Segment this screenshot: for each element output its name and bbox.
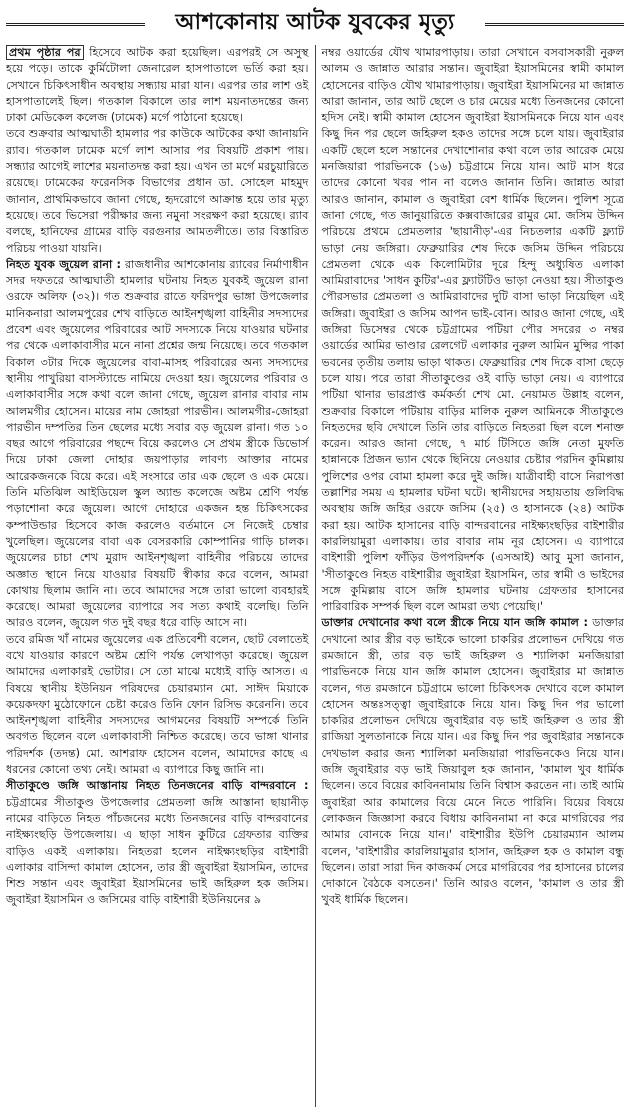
- paragraph-text: রাজধানীর আশকোনায় র‍্যাবের নির্মাণাধীন সদর দফতরে আত্মঘাতী হামলার ঘটনায় নিহত যুবকই জুয়েল রানা ওরফে অলিফ (৩২)। গত শুক্রবার রাতে ফরিদপুর ভাঙ্গা উপজেলার মানিকনারা আলমপুরের শেখ বাড়িতে আইনশৃঙ্খলা বাহিনীর সদস্যদের প্রবেশ এবং জুয়েলের পরিবারের আট সদস্যকে নিয়ে যাওয়ার ঘটনার পর থেকে এলাকাবাসীর মনে নানা প্রশ্নের জন্ম নিয়েছে। তবে গতকাল বিকাল ৩টার দিকে জুয়েলের বাবা-মাসহ পরিবারের অন্য সদস্যদের স্থানীয় পাখুরিয়া বাসস্ট্যান্ডে নামিয়ে দেওয়া হয়। জুয়েলের পরিবার ও এলাকাবাসীর সঙ্গে কথা বলে জানা গেছে, জুয়েল রানার বাবার নাম আলমগীর হোসেন। মায়ের নাম জোহরা পারভীন। আলমগীর-জোহরা পারভীন দম্পতির তিন ছেলের মধ্যে সবার বড় জুয়েল রানা। গত ১০ বছর আগে পরিবারের পছন্দে বিয়ে করলেও সে প্রথম স্ত্রীকে ডিভোর্স দিয়ে ঢাকা জেলা দোহার জয়পাড়ার লাবণ্য আক্তার নামের আরেকজনকে বিয়ে করে। এই সংসারে তার এক ছেলে ও এক মেয়ে। তিনি মতিঝিল আইডিয়েল স্কুল অ্যান্ড কলেজে অষ্টম শ্রেণি পর্যন্ত পড়াশোনা করে জুয়েল। আগে দোহারে একজন হন্ত চিকিৎসকের কম্পাউন্ডার হিসেবে কাজ করলেও বর্তমানে সে নিজেই চেম্বার খুলেছিল। জুয়েলের বাবা এক বেসরকারি কোম্পানির গাড়ি চালক। জুয়েলের চাচা শেখ মুরাদ আইনশৃঙ্খলা বাহিনীর পরিচয়ে তাদের অজ্ঞাত স্থানে নিয়ে যাওয়ার বিষয়টি স্বীকার করে বলেন, আমরা কোথায় ছিলাম জানি না। তবে আমাদের সঙ্গে তারা ভালো ব্যবহারই করেছে। আমরা জুয়েলের ব্যাপারে সব সত্য কথাই বলেছি। তিনি আরও বলেন, জুয়েল গত দুই বছর ধরে বাড়ি আসে না।: [6, 257, 309, 630]
- paragraph: তবে শুক্রবার আত্মঘাতী হামলার পর কাউকে আটকের কথা জানায়নি র‍্যাব। গতকাল ঢামেক মর্গে লাশ আসার পর বিষয়টি প্রকাশ পায়। সন্ধ্যার আগেই লাশের ময়নাতদন্ত করা হয়। এখন তা মর্গে মরচুয়ারিতে রয়েছে। ঢামেকের ফরেনসিক বিভাগের প্রধান ডা. সোহেল মাহমুদ জানান, প্রাথমিকভাবে জানা গেছে, হৃদরোগে আক্রান্ত হয়ে তার মৃত্যু হয়েছে। তবে ভিসেরা পরীক্ষার জন্য নমুনা সংরক্ষণ করা হয়েছে। র‍্যাব বলছে, হানিফের গ্রামের বাড়ি বরগুনার আমতলীতে। তার বিস্তারিত পরিচয় পাওয়া যায়নি।: [6, 127, 309, 255]
- subheading: সীতাকুণ্ডে জঙ্গি আস্তানায় নিহত তিনজনের বাড়ি বান্দরবানে :: [6, 779, 309, 793]
- headline-bar: [6, 6, 624, 42]
- column-divider: [315, 45, 316, 1107]
- paragraph: [6, 257, 309, 632]
- article-columns: [6, 45, 624, 1107]
- subheading: নিহত যুবক জুয়েল রানা :: [6, 257, 121, 271]
- paragraph-text: হিসেবে আটক করা হয়েছিল। এরপরই সে অসুস্থ হয়ে পড়ে। তাকে কুর্মিটোলা জেনারেল হাসপাতালে ভর্তি করা হয়। সেখানে চিকিৎসাধীন অবস্থায় সন্ধ্যায় মারা যান। এরপর তার লাশ ওই হাসপাতালেই ছিল। গতকাল বিকালে তার লাশ ময়নাতদন্তের জন্য ঢাকা মেডিকেল কলেজ (ঢামেক) মর্গে পাঠানো হয়েছে।: [6, 46, 309, 125]
- paragraph-text: চট্টগ্রামের সীতাকুণ্ড উপজেলার প্রেমতলা জঙ্গি আস্তানা ছায়ানীড় নামের বাড়িতে নিহত পাঁচজনের মধ্যে তিনজনের বাড়ি বান্দরবানের নাইক্ষ্যংছড়ি উপজেলায়। এ ছাড়া সাধন কুটিরে গ্রেফতার ব্যক্তির বাড়িও একই এলাকায়। নিহতরা হলেন নাইক্ষ্যংছড়ির বাইশারী এলাকার বাসিন্দা কামাল হোসেন, তার স্ত্রী জুবাইরা ইয়াসমিন, তাদের শিশু সন্তান এবং জুবাইরা ইয়াসমিনের ভাই জহিরুল হক জসিম। জুবাইরা ইয়াসমিন ও জসিমের বাড়ি বাইশারী ইউনিয়নের ৯: [6, 795, 309, 907]
- paragraph: [6, 778, 309, 908]
- paragraph: [321, 615, 624, 908]
- paragraph: নম্বর ওয়ার্ডের যৌথ খামারপাড়ায়। তারা সেখানে বসবাসকারী নুরুল আলম ও জান্নাত আরার সন্তান। জুবাইরা ইয়াসমিনের স্বামী কামাল হোসেনের বাড়িও যৌথ খামারপাড়ায়। জুবাইরা ইয়াসমিনের মা জান্নাত আরা জানান, তার আট ছেলে ও চার মেয়ের মধ্যে তিনজনের কোনো হদিস নেই। স্বামী কামাল হোসেন জুবাইরা ইয়াসমিনকে নিয়ে যান এবং কিছু দিন পর ছেলে জহিরুল হকও তাদের সঙ্গে চলে যায়। জুবাইরার একটি ছেলে হলে সন্তানের দেখাশোনার কথা বলে তার আরেক মেয়ে মনজিয়ারা পারভিনকে (১৬) চট্টগ্রামে নিয়ে যান। আট মাস ধরে তাদের কোনো খবর পান না বলেও জানান তিনি। জান্নাত আরা আরও জানান, কামাল ও জুবাইরা বেশ ধার্মিক ছিলেন। পুলিশ সূত্রে জানা গেছে, গত জানুয়ারিতে কক্সবাজারের রামুর মো. জসিম উদ্দিন পরিচয়ে প্রথমে প্রেমতলার 'ছায়ানীড়'-এর নিচতলার একটি ফ্ল্যাট ভাড়া নেয় জঙ্গিরা। ফেব্রুয়ারির শেষ দিকে জসিম উদ্দিন পরিচয়ে প্রেমতলা থেকে এক কিলোমিটার দূরে হিন্দু অধ্যুষিত এলাকা আমিরাবাদের 'সাধন কুটির'-এর ফ্ল্যাটটিও ভাড়া নেওয়া হয়। সীতাকুণ্ড পৌরসভার প্রেমতলা ও আমিরাবাদের দুটি বাসা ভাড়া নিয়েছিল এই জঙ্গিরা। জুবাইরা ও জসিম আপন ভাই-বোন। আরও জানা গেছে, এই জঙ্গিরা ডিসেম্বর থেকে চট্টগ্রামের পটিয়া পৌর সদরের ৩ নম্বর ওয়ার্ডের আমির ভাণ্ডার রেলগেট এলাকার নুরুল আমিন মুন্সির পাকা ভবনের তৃতীয় তলায় ভাড়া থাকত। ফেব্রুয়ারির শেষ দিকে বাসা ছেড়ে চলে যায়। পরে তারা সীতাকুণ্ডের ওই বাড়ি ভাড়া নেয়। এ ব্যাপারে পটিয়া থানার ভারপ্রাপ্ত কর্মকর্তা শেখ মো. নেয়ামত উল্লাহ বলেন, শুক্রবার বিকালে পটিয়ায় বাড়ির মালিক নুরুল আমিনকে সীতাকুণ্ডে নিহতদের ছবি দেখালে তিনি তার বাড়িতে নিহতরা ছিল বলে শনাক্ত করেন। আরও জানা গেছে, ৭ মার্চ টিসিতে জঙ্গি নেতা মুফতি হান্নানকে প্রিজন ভ্যান থেকে ছিনিয়ে নেওয়ার চেষ্টার পরদিন কুমিল্লায় পুলিশের ওপর বোমা হামলা করে দুই জঙ্গি। যাত্রীবাহী বাসে নিরাপত্তা তল্লাশির সময় এ হামলার ঘটনা ঘটে। স্থানীয়দের সহায়তায় গুলিবিদ্ধ অবস্থায় জঙ্গি জহির ওরফে জসিম (২৫) ও হাসানকে (২৪) আটক করা হয়। আটক হাসানের বাড়ি বান্দরবানের নাইক্ষ্যংছড়ির বাইশারীর কারলিয়ামুরা এলাকায়। তার বাবার নাম নূর হোসেন। এ ব্যাপারে বাইশারী পুলিশ ফাঁড়ির উপপরিদর্শক (এসআই) আবু মুসা জানান, 'সীতাকুণ্ডে নিহত বাইশারীর জুবাইরা ইয়াসমিন, তার স্বামী ও ভাইদের সঙ্গে কুমিল্লায় বাসে জঙ্গি হামলার ঘটনায় গ্রেফতার হাসানের পারিবারিক সম্পর্ক ছিল বলে আমরা তথ্য পেয়েছি।': [321, 46, 624, 614]
- paragraph-text: ডাক্তার দেখানো আর স্ত্রীর বড় ভাইকে ভালো চাকরির প্রলোভন দেখিয়ে গত রমজানে স্ত্রী, তার বড় ভাই জহিরুল ও শ্যালিকা মনজিয়ারা পারভিনকে নিয়ে যান জঙ্গি কামাল হোসেন। জুবাইরার মা জান্নাত বলেন, গত রমজানে চট্টগ্রামে ভালো চিকিৎসক দেখাবে বলে কামাল হোসেন অন্তঃসত্ত্বা জুবাইরাকে নিয়ে যান। কিছু দিন পর ভালো চাকরির প্রলোভন দেখিয়ে জুবাইরার বড় ভাই জহিরুল ও তার স্ত্রী রাজিয়া সুলতানাকে নিয়ে যান। এর কিছু দিন পর জুবাইরার সন্তানকে দেখভাল করার জন্য শ্যালিকা মনজিয়ারা পারভিনকেও নিয়ে যান। জঙ্গি জুবাইরার বড় ভাই জিয়াবুল হক জানান, 'কামাল খুব ধার্মিক ছিলেন। তবে বিয়ের কাবিননামায় তিনি বিশ্বাস করতেন না। তাই আমি জুবাইরা আর কামালের বিয়ে মেনে নিতে পারিনি। বিয়ের বিষয়ে লোকজন জিজ্ঞাসা করবে বিধায় কাবিননামা না করে মাগরিবের পর আমার বোনকে নিয়ে যান।' বাইশারীর ইউপি চেয়ারম্যান আলম বলেন, 'বাইশারীর কারলিয়ামুরার হাসান, জহিরুল হক ও কামাল বন্ধু ছিলেন। তারা সারা দিন কাজকর্ম সেরে মাগরিবের পর হাসানের চালের দোকানে বৈঠকে বসতেন।' তিনি আরও বলেন, 'কামাল ও তার স্ত্রী খুবই ধার্মিক ছিলেন।: [321, 616, 624, 907]
- headline: আশকোনায় আটক যুবকের মৃত্যু: [145, 6, 485, 40]
- paragraph: তবে রমিজ খাঁ নামের জুয়েলের এক প্রতিবেশী বলেন, ছোট বেলাতেই বখে যাওয়ার কারণে অষ্টম শ্রেণি পর্যন্ত লেখাপড়া করেছে। জুয়েল আমাদের এলাকারই ভোটার। সে তো মাঝে মধ্যেই বাড়ি আসত। এ বিষয়ে স্থানীয় ইউনিয়ন পরিষদের চেয়ারম্যান মো. সাঈদ মিয়াকে কয়েকদফা মুঠোফোনে চেষ্টা করেও তিনি ফোন রিসিভ করেননি। তবে আইনশৃঙ্খলা বাহিনীর সদস্যদের আগমনের বিষয়টি সম্পর্কে তিনি অবগত ছিলেন বলে এলাকাবাসী নিশ্চিত করেছে। তবে ভাঙ্গা থানার পরিদর্শক (তদন্ত) মো. আশরাফ হোসেন বলেন, আমাদের কাছে এ ধরনের কোনো তথ্য নেই। আমরা এ ব্যাপারে কিছু জানি না।: [6, 632, 309, 777]
- jump-label: প্রথম পৃষ্ঠার পর: [6, 45, 84, 60]
- paragraph: [6, 45, 309, 126]
- right-column: [321, 45, 624, 1107]
- subheading: ডাক্তার দেখানোর কথা বলে স্ত্রীকে নিয়ে যান জঙ্গি কামাল :: [321, 616, 588, 630]
- left-column: [6, 45, 309, 1107]
